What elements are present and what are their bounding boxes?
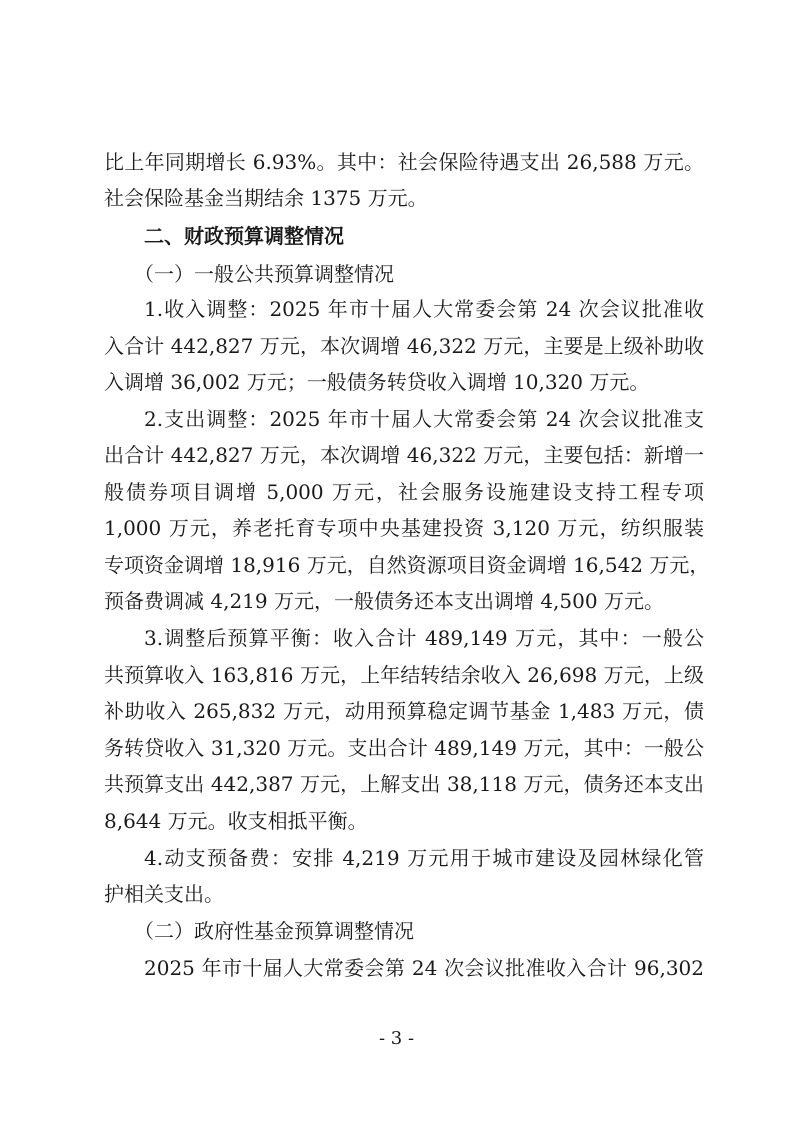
paragraph-line: 般债券项目调增 5,000 万元，社会服务设施建设支持工程专项 xyxy=(104,480,704,504)
paragraph-line: 4.动支预备费：安排 4,219 万元用于城市建设及园林绿化管 xyxy=(144,846,704,870)
paragraph-line: 补助收入 265,832 万元，动用预算稳定调节基金 1,483 万元，债 xyxy=(104,699,704,723)
paragraph-line: 专项资金调增 18,916 万元，自然资源项目资金调增 16,542 万元， xyxy=(104,553,710,577)
paragraph-line: 1,000 万元，养老托育专项中央基建投资 3,120 万元，纺织服装 xyxy=(104,516,704,540)
paragraph-line: 务转贷收入 31,320 万元。支出合计 489,149 万元，其中：一般公 xyxy=(104,736,704,760)
paragraph-line: 8,644 万元。收支相抵平衡。 xyxy=(104,809,368,833)
paragraph-line: 1.收入调整：2025 年市十届人大常委会第 24 次会议批准收 xyxy=(144,297,704,321)
paragraph-line: 出合计 442,827 万元，本次调增 46,322 万元，主要包括：新增一 xyxy=(104,443,704,467)
paragraph-line: 预备费调减 4,219 万元，一般债务还本支出调增 4,500 万元。 xyxy=(104,589,664,613)
body-line: 社会保险基金当期结余 1375 万元。 xyxy=(104,186,428,210)
paragraph-line: 共预算收入 163,816 万元，上年结转结余收入 26,698 万元，上级 xyxy=(104,663,704,687)
paragraph-line: 3.调整后预算平衡：收入合计 489,149 万元，其中：一般公 xyxy=(144,626,704,650)
subsection-heading: （二）政府性基金预算调整情况 xyxy=(134,919,414,943)
paragraph-line: 共预算支出 442,387 万元，上解支出 38,118 万元，债务还本支出 xyxy=(104,772,704,796)
paragraph-line: 护相关支出。 xyxy=(104,882,224,906)
body-line: 比上年同期增长 6.93%。其中：社会保险待遇支出 26,588 万元。 xyxy=(104,150,704,174)
paragraph-line: 入合计 442,827 万元，本次调增 46,322 万元，主要是上级补助收 xyxy=(104,334,704,358)
paragraph-line: 2.支出调整：2025 年市十届人大常委会第 24 次会议批准支 xyxy=(144,407,704,431)
paragraph-line: 2025 年市十届人大常委会第 24 次会议批准收入合计 96,302 xyxy=(144,956,704,980)
paragraph-line: 入调增 36,002 万元；一般债务转贷收入调增 10,320 万元。 xyxy=(104,370,650,394)
subsection-heading: （一）一般公共预算调整情况 xyxy=(134,262,394,286)
section-heading: 二、财政预算调整情况 xyxy=(144,224,344,248)
page-number: - 3 - xyxy=(378,1028,415,1049)
